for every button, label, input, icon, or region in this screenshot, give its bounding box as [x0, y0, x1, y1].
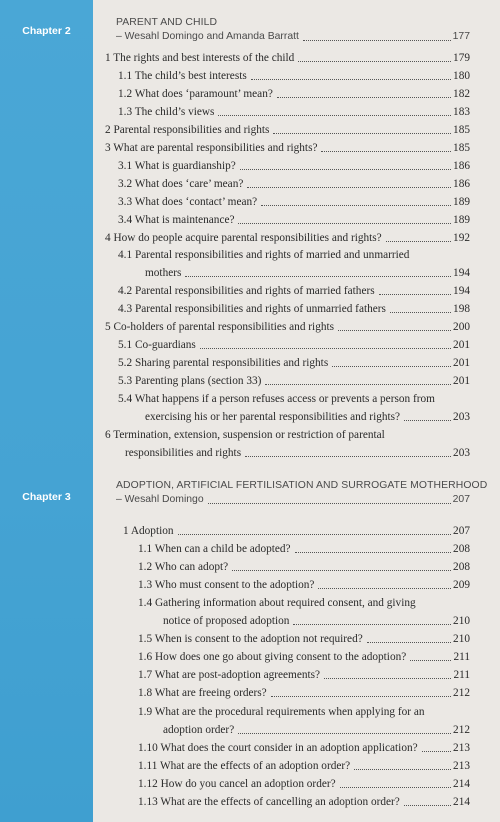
- toc-entry-title: 4 How do people acquire parental responsibilities and rights?: [105, 231, 382, 244]
- toc-entry-title-cont: mothers: [145, 267, 182, 280]
- toc-entry-title-cont: adoption order?: [163, 723, 235, 736]
- toc-entry-title: 5 Co-holders of parental responsibilities and rights: [105, 321, 335, 334]
- toc-entry-title: 1.7 What are post-adoption agreements?: [138, 669, 321, 682]
- page-number: 183: [453, 105, 470, 118]
- chapter-3-authors: – Wesahl Domingo: [116, 494, 204, 505]
- toc-entry: [105, 141, 470, 155]
- page-number: 208: [453, 543, 470, 556]
- dot-leader: [208, 503, 451, 504]
- toc-entry: [118, 374, 470, 388]
- dot-leader: [247, 187, 451, 188]
- toc-entry-continuation: [145, 266, 470, 280]
- dot-leader: [324, 678, 451, 679]
- page-number: 213: [453, 759, 470, 772]
- dot-leader: [271, 696, 451, 697]
- page-number: 200: [453, 321, 470, 334]
- dot-leader: [295, 552, 451, 553]
- toc-entry: [118, 195, 470, 209]
- toc-entry-title: 1.12 How do you cancel an adoption order?: [138, 777, 336, 790]
- chapter-2-authors: – Wesahl Domingo and Amanda Barratt: [116, 31, 299, 42]
- toc-entry-title-cont: responsibilities and rights: [125, 446, 242, 459]
- dot-leader: [340, 787, 451, 788]
- page-number: 214: [453, 777, 470, 790]
- dot-leader: [178, 534, 452, 535]
- toc-entry-title: 3.4 What is maintenance?: [118, 213, 235, 226]
- page-number: 186: [453, 177, 470, 190]
- toc-entry: [118, 213, 470, 227]
- dot-leader: [386, 241, 451, 242]
- toc-entry-title: 3.1 What is guardianship?: [118, 159, 236, 172]
- toc-entry-title: 4.1 Parental responsibilities and rights of married and unmarried: [118, 249, 410, 262]
- page-number: 214: [453, 795, 470, 808]
- page-number: 180: [453, 69, 470, 82]
- dot-leader: [367, 642, 451, 643]
- dot-leader: [240, 169, 451, 170]
- toc-entry: [105, 320, 470, 334]
- page-number: 211: [453, 651, 470, 664]
- toc-entry-title: 1.3 Who must consent to the adoption?: [138, 579, 315, 592]
- page-number: 189: [453, 195, 470, 208]
- toc-entry-title: 1.1 When can a child be adopted?: [138, 543, 291, 556]
- page-number: 194: [453, 285, 470, 298]
- dot-leader: [404, 420, 451, 421]
- toc-entry: [118, 105, 470, 119]
- dot-leader: [298, 61, 451, 62]
- toc-entry-title: 1.9 What are the procedural requirements when applying for an: [138, 705, 425, 718]
- toc-entry-title: 4.2 Parental responsibilities and rights of married fathers: [118, 285, 375, 298]
- dot-leader: [332, 366, 451, 367]
- toc-entry-title: 3.2 What does ‘care’ mean?: [118, 177, 244, 190]
- toc-entry: [118, 159, 470, 173]
- dot-leader: [379, 294, 451, 295]
- toc-entry: [138, 795, 470, 809]
- toc-entry: [138, 632, 470, 646]
- page-number: 189: [453, 213, 470, 226]
- page-number: 207: [453, 525, 470, 537]
- toc-entry: [118, 177, 470, 191]
- page-number: 179: [453, 52, 470, 64]
- page-number: 201: [453, 339, 470, 352]
- toc-entry-title: 5.4 What happens if a person refuses access or prevents a person from: [118, 393, 435, 406]
- page-number: 201: [453, 375, 470, 388]
- toc-entry-title: 3 What are parental responsibilities and rights?: [105, 141, 318, 154]
- dot-leader: [404, 805, 451, 806]
- toc-entry-title-cont: notice of proposed adoption: [163, 615, 290, 628]
- toc-entry: [138, 777, 470, 791]
- toc-entry-title: 1.11 What are the effects of an adoption order?: [138, 759, 351, 772]
- toc-entry-continuation: [163, 614, 470, 628]
- chapter-3-authors-row: [116, 493, 470, 507]
- toc-entry-continuation: [125, 446, 470, 460]
- toc-entry: [138, 650, 470, 664]
- dot-leader: [277, 97, 451, 98]
- page-number: 186: [453, 159, 470, 172]
- dot-leader: [273, 133, 451, 134]
- page-number: 213: [453, 741, 470, 754]
- page-number: 185: [453, 141, 470, 154]
- dot-leader: [422, 751, 451, 752]
- page-number: 192: [453, 231, 470, 244]
- page-number: 212: [453, 687, 470, 700]
- page-number: 211: [453, 669, 470, 682]
- toc-entry-title: 5.2 Sharing parental responsibilities and rights: [118, 357, 329, 370]
- toc-entry: [118, 338, 470, 352]
- toc-entry-title: 1.4 Gathering information about required consent, and giving: [138, 597, 416, 610]
- toc-entry: [138, 542, 470, 556]
- toc-entry-title: 1.2 What does ‘paramount’ mean?: [118, 87, 273, 100]
- chapter-2-authors-row: [116, 30, 470, 44]
- page-number: 208: [453, 561, 470, 574]
- dot-leader: [410, 660, 451, 661]
- dot-leader: [354, 769, 451, 770]
- toc-entry: [118, 356, 470, 370]
- dot-leader: [321, 151, 451, 152]
- toc-entry: [138, 668, 470, 682]
- toc-entry-title: 5.3 Parenting plans (section 33): [118, 375, 262, 388]
- toc-entry-title: 1.1 The child’s best interests: [118, 69, 247, 82]
- page-number: 209: [453, 579, 470, 592]
- toc-entry: [105, 123, 470, 137]
- dot-leader: [303, 40, 451, 41]
- dot-leader: [261, 205, 451, 206]
- toc-entry: [138, 759, 470, 773]
- toc-entry-title: 2 Parental responsibilities and rights: [105, 123, 270, 136]
- chapter-2-label: Chapter 2: [22, 25, 71, 37]
- dot-leader: [318, 588, 451, 589]
- toc-entry: [118, 69, 470, 83]
- toc-entry-title: 1.3 The child’s views: [118, 105, 215, 118]
- page-number: 194: [453, 267, 470, 280]
- dot-leader: [265, 384, 451, 385]
- page-number: 203: [453, 446, 470, 459]
- chapter-3-label: Chapter 3: [22, 491, 71, 503]
- toc-entry-title: 1.8 What are freeing orders?: [138, 687, 267, 700]
- dot-leader: [245, 456, 451, 457]
- page-number: 212: [453, 723, 470, 736]
- page-number: 203: [453, 411, 470, 423]
- dot-leader: [218, 115, 451, 116]
- dot-leader: [200, 348, 451, 349]
- page-number: 198: [453, 303, 470, 316]
- toc-entry-title: 6 Termination, extension, suspension or restriction of parental: [105, 428, 385, 441]
- toc-entry-title-cont: exercising his or her parental responsibilities and rights?: [145, 411, 401, 423]
- page-number: 177: [452, 31, 470, 42]
- toc-entry-continuation: [163, 723, 470, 737]
- toc-entry: [123, 524, 470, 538]
- toc-entry: [138, 741, 470, 755]
- toc-entry: [138, 560, 470, 574]
- chapter-3-title: ADOPTION, ARTIFICIAL FERTILISATION AND SURROGATE MOTHERHOOD: [116, 480, 488, 491]
- page-number: 210: [453, 615, 470, 628]
- toc-entry-title: 1.10 What does the court consider in an adoption application?: [138, 741, 418, 754]
- toc-entry: [118, 87, 470, 101]
- toc-entry-title: 4.3 Parental responsibilities and rights of unmarried fathers: [118, 303, 386, 316]
- toc-entry-title: 5.1 Co-guardians: [118, 339, 196, 352]
- page-number: 182: [453, 87, 470, 100]
- dot-leader: [232, 570, 451, 571]
- chapter-sidebar: [0, 0, 93, 822]
- toc-entry: [118, 302, 470, 316]
- dot-leader: [185, 276, 451, 277]
- page-number: 185: [453, 123, 470, 136]
- dot-leader: [251, 79, 451, 80]
- dot-leader: [338, 330, 451, 331]
- toc-entry: [105, 51, 470, 65]
- toc-entry: [138, 578, 470, 592]
- toc-entry-title: 1.5 When is consent to the adoption not required?: [138, 633, 363, 646]
- toc-entry-title: 1 The rights and best interests of the child: [105, 52, 295, 64]
- page-number: 207: [452, 494, 470, 505]
- toc-entry-title: 3.3 What does ‘contact’ mean?: [118, 195, 258, 208]
- toc-entry-title: 1.2 Who can adopt?: [138, 561, 229, 574]
- dot-leader: [238, 733, 451, 734]
- page-number: 201: [453, 357, 470, 370]
- dot-leader: [238, 223, 451, 224]
- toc-entry-title: 1.6 How does one go about giving consent to the adoption?: [138, 651, 407, 664]
- toc-entry: [118, 284, 470, 298]
- page-number: 210: [453, 633, 470, 646]
- toc-entry: [138, 686, 470, 700]
- chapter-2-title: PARENT AND CHILD: [116, 17, 218, 28]
- dot-leader: [293, 624, 451, 625]
- toc-entry-title: 1.13 What are the effects of cancelling an adoption order?: [138, 795, 400, 808]
- toc-entry-continuation: [145, 410, 470, 424]
- dot-leader: [390, 312, 451, 313]
- toc-entry-title: 1 Adoption: [123, 525, 174, 537]
- toc-entry: [105, 231, 470, 245]
